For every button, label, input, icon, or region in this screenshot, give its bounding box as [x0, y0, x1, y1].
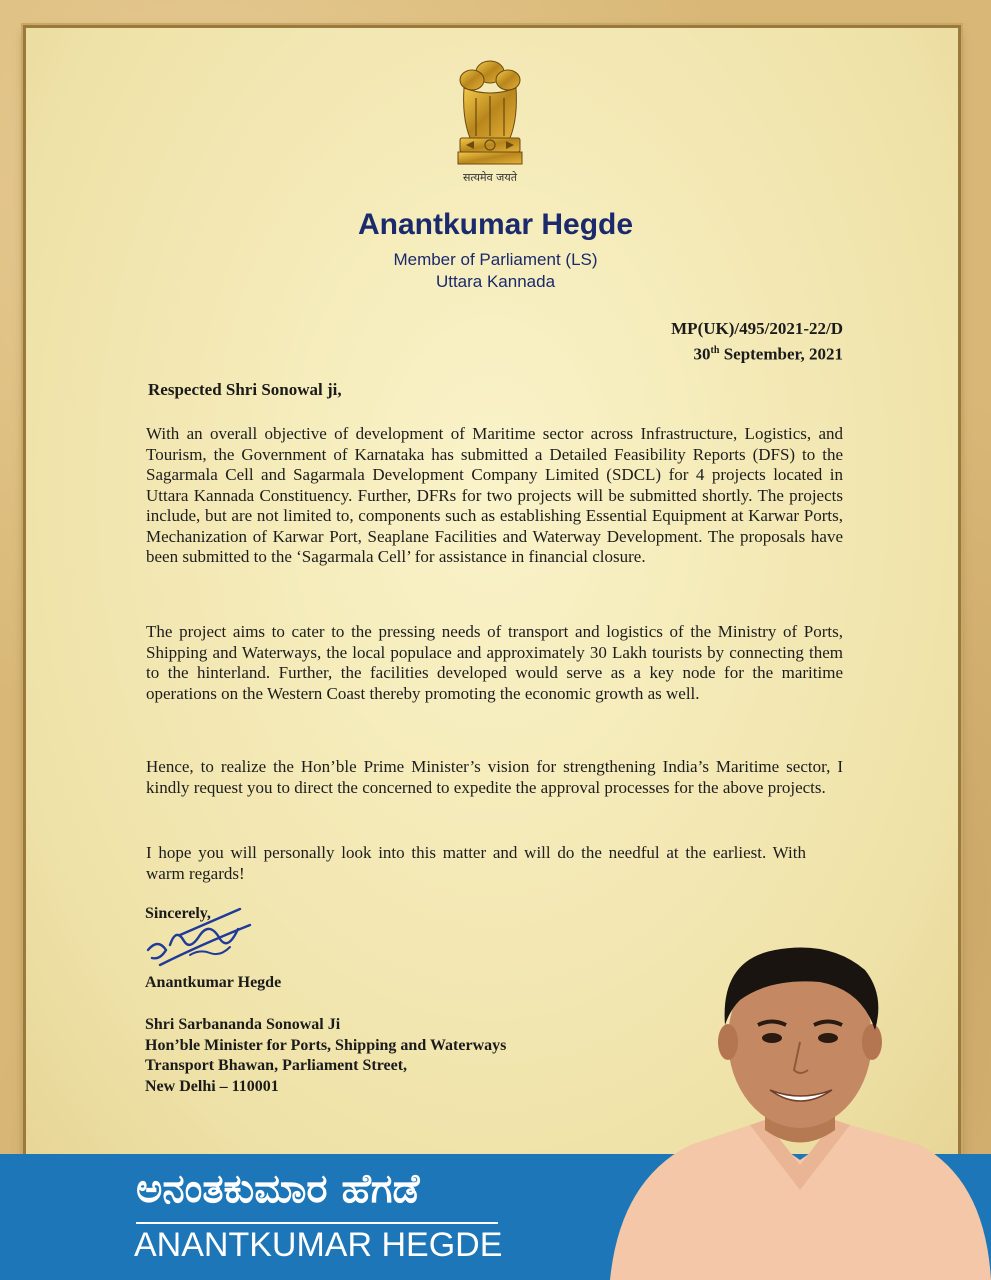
body-paragraph: Hence, to realize the Hon’ble Prime Minister’s vision for strengthening India’s Maritime sector, I kindly request you to direct the concerned to expedite the approval processes for the above projects. — [146, 757, 843, 797]
body-paragraph: With an overall objective of development of Maritime sector across Infrastructure, Logistics, and Tourism, the Government of Karnataka has submitted a Detailed Feasibility Reports (DFS) to the Sagarmala Cell and Sagarmala Development Company Limited (SDCL) for 4 projects located in Uttara Kannada Constituency. Further, DFRs for two projects will be submitted shortly. The projects include, but are not limited to, components such as establishing Essential Equipment at Karwar Ports, Mechanization of Karwar Port, Seaplane Facilities and Waterway Development. The proposals have been submitted to the ‘Sagarmala Cell’ for assistance in financial closure. — [146, 424, 843, 566]
letterhead-name: Anantkumar Hegde — [357, 208, 634, 241]
address-line: New Delhi – 110001 — [145, 1077, 279, 1095]
address-line: Hon’ble Minister for Ports, Shipping and Waterways — [145, 1036, 507, 1054]
state-emblem-icon — [450, 58, 530, 188]
address-line: Transport Bhawan, Parliament Street, — [145, 1057, 408, 1074]
body-paragraph: The project aims to cater to the pressing needs of transport and logistics of the Ministry of Ports, Shipping and Waterways, the local populace and approximately 30 Lakh tourists by connecting them to the hinterland. Further, the facilities developed would serve as a key node for the maritime operations on the Western Coast thereby promoting the economic growth as well. — [146, 622, 843, 703]
address-line: Shri Sarbananda Sonowal Ji — [145, 1016, 341, 1033]
emblem-motto: सत्यमेव जयते — [462, 171, 517, 184]
banner-divider — [136, 1222, 498, 1224]
reference-block — [671, 318, 843, 366]
letterhead-constituency: Uttara Kannada — [435, 272, 556, 291]
signature-icon — [140, 905, 270, 985]
letterhead-designation: Member of Parliament (LS) — [393, 250, 598, 269]
salutation: Respected Shri Sonowal ji, — [148, 380, 342, 399]
reference-number: MP(UK)/495/2021-22/D — [671, 319, 843, 338]
body-paragraph: I hope you will personally look into this matter and will do the needful at the earliest. With warm regards! — [146, 843, 806, 883]
signer-name: Anantkumar Hegde — [145, 974, 282, 991]
letter-date: 30th September, 2021 — [693, 344, 843, 364]
portrait-photo — [600, 930, 991, 1280]
english-name: ANANTKUMAR HEGDE — [134, 1226, 503, 1264]
recipient-address — [145, 1015, 506, 1097]
closing: Sincerely, — [145, 905, 211, 922]
kannada-name: ಅನಂತಕುಮಾರ ಹೆಗಡೆ — [136, 1166, 420, 1212]
